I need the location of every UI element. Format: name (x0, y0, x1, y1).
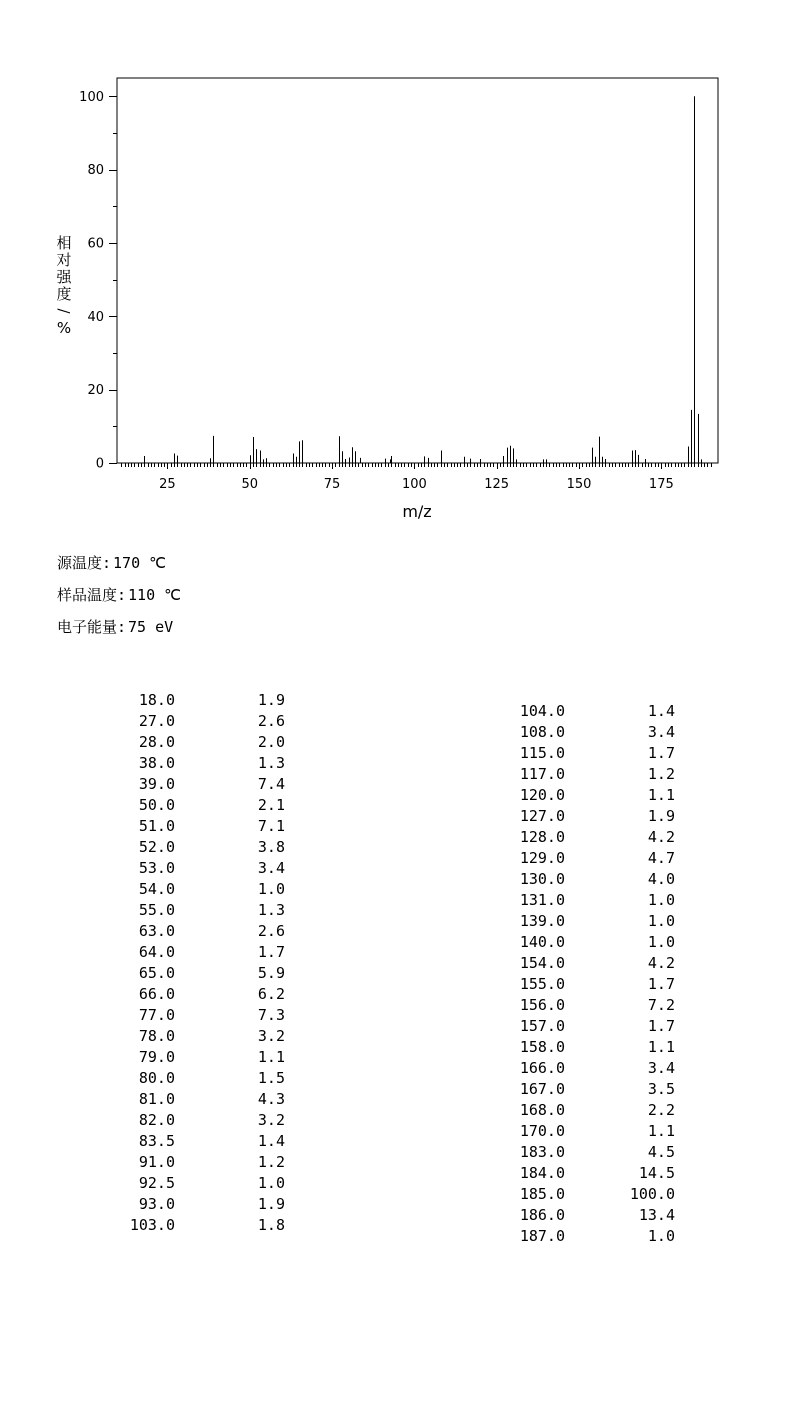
intensity-value: 1.9 (257, 691, 285, 709)
table-row (490, 1100, 680, 1121)
table-row (100, 774, 290, 795)
table-row (100, 900, 290, 921)
mz-value: 154.0 (519, 954, 565, 972)
table-row (490, 848, 680, 869)
table-row (100, 1215, 290, 1236)
intensity-value: 1.5 (257, 1069, 285, 1087)
mz-value: 187.0 (519, 1227, 565, 1245)
table-row (100, 1068, 290, 1089)
mz-value: 156.0 (519, 996, 565, 1014)
intensity-value: 3.2 (257, 1027, 285, 1045)
table-row (490, 974, 680, 995)
mz-value: 155.0 (519, 975, 565, 993)
table-row (100, 858, 290, 879)
mz-value: 184.0 (519, 1164, 565, 1182)
mz-value: 186.0 (519, 1206, 565, 1224)
table-row (490, 1205, 680, 1226)
table-row (100, 921, 290, 942)
intensity-value: 2.2 (647, 1101, 675, 1119)
mz-value: 185.0 (519, 1185, 565, 1203)
intensity-value: 3.4 (647, 1059, 675, 1077)
intensity-value: 1.0 (257, 880, 285, 898)
intensity-value: 1.9 (647, 807, 675, 825)
table-row (490, 869, 680, 890)
table-row (490, 743, 680, 764)
mz-value: 83.5 (138, 1132, 175, 1150)
table-row (100, 837, 290, 858)
mz-value: 27.0 (138, 712, 175, 730)
intensity-value: 4.3 (257, 1090, 285, 1108)
mz-value: 78.0 (138, 1027, 175, 1045)
table-row (490, 890, 680, 911)
intensity-value: 1.4 (257, 1132, 285, 1150)
intensity-value: 1.0 (257, 1174, 285, 1192)
table-row (490, 764, 680, 785)
intensity-value: 1.9 (257, 1195, 285, 1213)
table-row (490, 1058, 680, 1079)
mz-value: 82.0 (138, 1111, 175, 1129)
table-row (490, 995, 680, 1016)
mz-value: 92.5 (138, 1174, 175, 1192)
peak-table-right (490, 701, 680, 1247)
table-row (100, 942, 290, 963)
mz-value: 50.0 (138, 796, 175, 814)
condition-line (57, 552, 166, 573)
mz-value: 158.0 (519, 1038, 565, 1056)
table-row (490, 911, 680, 932)
y-tick-label: 20 (87, 383, 104, 399)
table-row (100, 1047, 290, 1068)
intensity-value: 3.8 (257, 838, 285, 856)
mz-value: 168.0 (519, 1101, 565, 1119)
mz-value: 139.0 (519, 912, 565, 930)
mz-value: 115.0 (519, 744, 565, 762)
y-tick-label: 0 (95, 456, 104, 472)
condition-line (57, 616, 173, 637)
intensity-value: 14.5 (638, 1164, 675, 1182)
intensity-value: 1.1 (647, 1038, 675, 1056)
y-label-char: % (56, 319, 72, 337)
table-row (100, 1131, 290, 1152)
mz-value: 130.0 (519, 870, 565, 888)
intensity-value: 6.2 (257, 985, 285, 1003)
intensity-value: 1.3 (257, 754, 285, 772)
peak-table-left (100, 690, 290, 1236)
intensity-value: 1.7 (647, 1017, 675, 1035)
table-row (490, 701, 680, 722)
table-row (490, 1037, 680, 1058)
table-row (100, 1089, 290, 1110)
intensity-value: 3.2 (257, 1111, 285, 1129)
intensity-value: 1.0 (647, 1227, 675, 1245)
table-row (490, 806, 680, 827)
intensity-value: 1.7 (257, 943, 285, 961)
table-row (100, 1173, 290, 1194)
table-row (100, 732, 290, 753)
mz-value: 81.0 (138, 1090, 175, 1108)
mz-value: 167.0 (519, 1080, 565, 1098)
intensity-value: 2.6 (257, 922, 285, 940)
mz-value: 93.0 (138, 1195, 175, 1213)
y-label-char: 对 (56, 251, 72, 269)
y-label-char: / (55, 308, 73, 314)
mz-value: 108.0 (519, 723, 565, 741)
mz-value: 140.0 (519, 933, 565, 951)
x-tick-label: 50 (241, 477, 258, 492)
x-tick-label: 175 (648, 477, 674, 492)
intensity-value: 3.4 (257, 859, 285, 877)
mass-spectrum-chart (0, 0, 794, 530)
mz-value: 77.0 (138, 1006, 175, 1024)
x-axis-label: m/z (402, 502, 432, 521)
intensity-value: 7.1 (257, 817, 285, 835)
intensity-value: 1.1 (647, 1122, 675, 1140)
mz-value: 55.0 (138, 901, 175, 919)
table-row (100, 879, 290, 900)
condition-label: 样品温度: (57, 586, 127, 604)
y-tick-label: 40 (87, 309, 104, 325)
mz-value: 63.0 (138, 922, 175, 940)
intensity-value: 4.2 (647, 954, 675, 972)
table-row (100, 753, 290, 774)
mz-value: 103.0 (129, 1216, 175, 1234)
mz-value: 80.0 (138, 1069, 175, 1087)
mz-value: 65.0 (138, 964, 175, 982)
condition-value: 170 ℃ (113, 554, 166, 572)
y-label-char: 度 (56, 285, 72, 303)
condition-line (57, 584, 181, 605)
x-tick-label: 25 (159, 477, 176, 492)
intensity-value: 7.3 (257, 1006, 285, 1024)
mz-value: 170.0 (519, 1122, 565, 1140)
y-label-char: 相 (56, 234, 72, 252)
intensity-value: 2.0 (257, 733, 285, 751)
y-tick-label: 80 (87, 163, 104, 179)
intensity-value: 1.7 (647, 744, 675, 762)
intensity-value: 1.0 (647, 912, 675, 930)
table-row (100, 1152, 290, 1173)
y-tick-label: 100 (79, 89, 104, 105)
intensity-value: 5.9 (257, 964, 285, 982)
mz-value: 91.0 (138, 1153, 175, 1171)
mz-value: 131.0 (519, 891, 565, 909)
y-axis-label (55, 234, 73, 337)
table-row (490, 932, 680, 953)
intensity-value: 4.0 (647, 870, 675, 888)
mz-value: 166.0 (519, 1059, 565, 1077)
condition-label: 源温度: (57, 554, 112, 572)
x-tick-label: 150 (566, 477, 592, 492)
table-row (100, 1026, 290, 1047)
table-row (490, 1163, 680, 1184)
table-row (100, 1005, 290, 1026)
table-row (490, 953, 680, 974)
x-tick-label: 75 (323, 477, 341, 492)
intensity-value: 1.0 (647, 891, 675, 909)
table-row (100, 816, 290, 837)
table-row (100, 1194, 290, 1215)
table-row (490, 785, 680, 806)
intensity-value: 3.5 (647, 1080, 675, 1098)
mz-value: 52.0 (138, 838, 175, 856)
mz-value: 157.0 (519, 1017, 565, 1035)
table-row (490, 1121, 680, 1142)
condition-value: 75 eV (128, 618, 174, 636)
mz-value: 53.0 (138, 859, 175, 877)
x-tick-label: 125 (484, 477, 510, 492)
mz-value: 127.0 (519, 807, 565, 825)
table-row (490, 722, 680, 743)
y-label-char: 强 (56, 268, 72, 286)
mz-value: 129.0 (519, 849, 565, 867)
table-row (490, 1016, 680, 1037)
x-tick-label: 100 (401, 477, 427, 492)
table-row (100, 963, 290, 984)
mz-value: 18.0 (138, 691, 175, 709)
table-row (490, 1184, 680, 1205)
mz-value: 117.0 (519, 765, 565, 783)
intensity-value: 1.2 (647, 765, 675, 783)
mz-value: 104.0 (519, 702, 565, 720)
mz-value: 51.0 (138, 817, 175, 835)
condition-label: 电子能量: (57, 618, 127, 636)
intensity-value: 1.4 (647, 702, 675, 720)
mz-value: 183.0 (519, 1143, 565, 1161)
mz-value: 54.0 (138, 880, 175, 898)
mz-value: 79.0 (138, 1048, 175, 1066)
mz-value: 39.0 (138, 775, 175, 793)
intensity-value: 1.0 (647, 933, 675, 951)
mz-value: 38.0 (138, 754, 175, 772)
intensity-value: 1.1 (257, 1048, 285, 1066)
plot-frame (117, 78, 718, 463)
intensity-value: 4.5 (647, 1143, 675, 1161)
mz-value: 120.0 (519, 786, 565, 804)
mz-value: 28.0 (138, 733, 175, 751)
intensity-value: 1.8 (257, 1216, 285, 1234)
intensity-value: 13.4 (638, 1206, 675, 1224)
table-row (100, 984, 290, 1005)
intensity-value: 1.2 (257, 1153, 285, 1171)
table-row (100, 711, 290, 732)
table-row (490, 1226, 680, 1247)
intensity-value: 2.6 (257, 712, 285, 730)
intensity-value: 100.0 (629, 1185, 675, 1203)
intensity-value: 7.4 (257, 775, 285, 793)
table-row (100, 690, 290, 711)
intensity-value: 2.1 (257, 796, 285, 814)
table-row (100, 795, 290, 816)
table-row (100, 1110, 290, 1131)
intensity-value: 7.2 (647, 996, 675, 1014)
table-row (490, 827, 680, 848)
condition-value: 110 ℃ (128, 586, 181, 604)
mz-value: 64.0 (138, 943, 175, 961)
intensity-value: 3.4 (647, 723, 675, 741)
y-tick-label: 60 (87, 236, 104, 252)
table-row (490, 1142, 680, 1163)
mz-value: 66.0 (138, 985, 175, 1003)
intensity-value: 1.1 (647, 786, 675, 804)
mz-value: 128.0 (519, 828, 565, 846)
table-row (490, 1079, 680, 1100)
intensity-value: 1.7 (647, 975, 675, 993)
intensity-value: 4.2 (647, 828, 675, 846)
intensity-value: 1.3 (257, 901, 285, 919)
intensity-value: 4.7 (647, 849, 675, 867)
